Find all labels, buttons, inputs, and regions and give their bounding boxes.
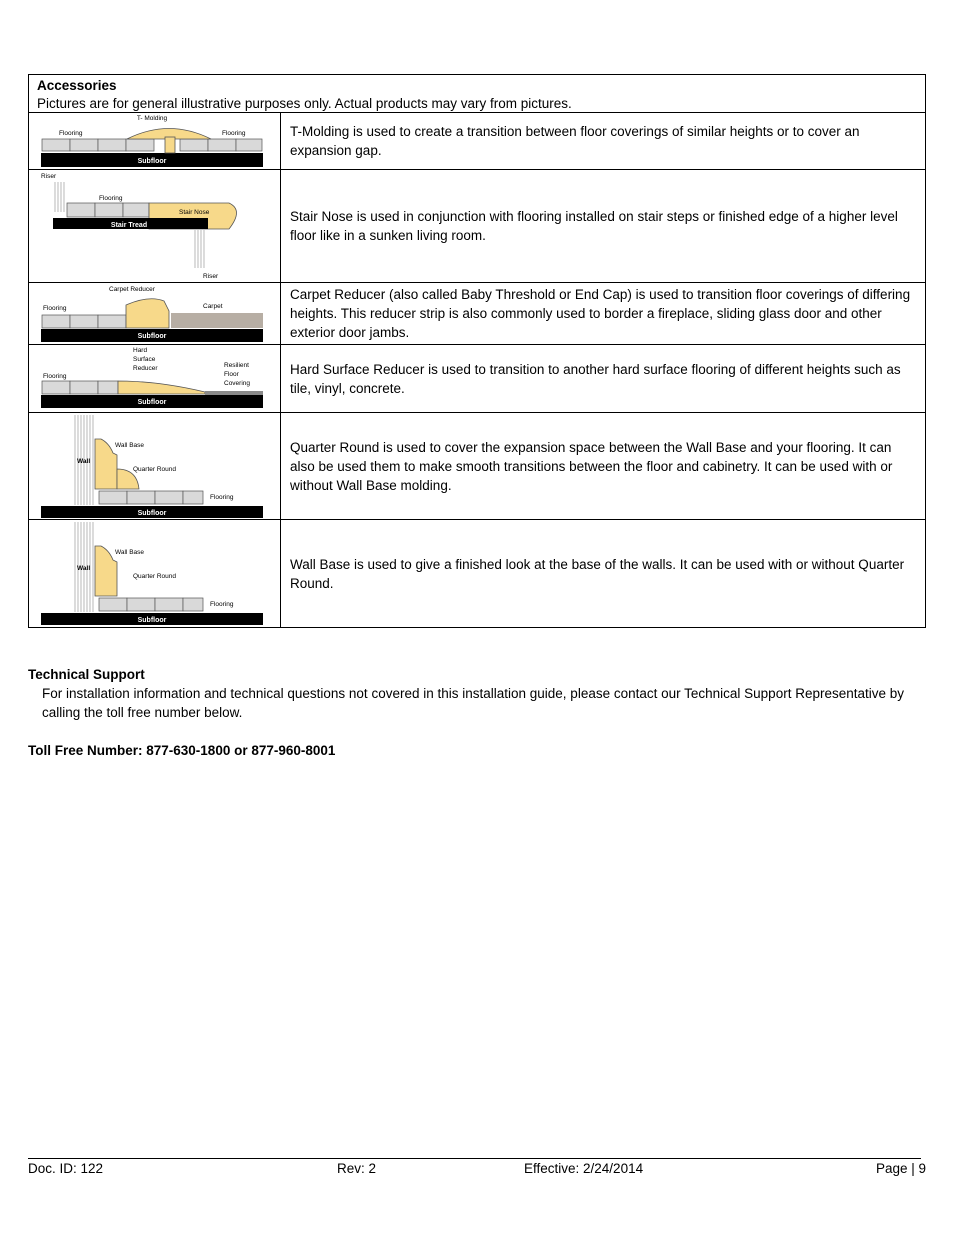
- wall-base-illustration: [29, 520, 281, 627]
- accessory-row-carpet-reducer: [29, 283, 925, 345]
- technical-support-body: For installation information and technical questions not covered in this installation guide, please contact our Technical Support Representative by calling the toll free number below.: [42, 686, 905, 720]
- stair-nose-riser-bottom-label: Riser: [203, 273, 219, 280]
- wb-quarter-round-label: Quarter Round: [133, 573, 176, 580]
- stair-tread-label: Stair Tread: [110, 222, 148, 229]
- hsr-top-label-2: Surface: [133, 356, 156, 363]
- carpet-reducer-right-label: Carpet: [203, 303, 223, 310]
- accessories-header: [29, 75, 925, 113]
- qr-wall-label: Wall: [77, 458, 91, 465]
- footer-rev: Rev: 2: [337, 1161, 377, 1176]
- hard-surface-reducer-illustration: [29, 345, 281, 412]
- hsr-right-label-3: Covering: [224, 380, 251, 387]
- wb-wall-label: Wall: [77, 565, 91, 572]
- t-molding-right-label: Flooring: [222, 130, 246, 137]
- stair-nose-flooring-label: Flooring: [99, 195, 123, 202]
- technical-support-section: [28, 665, 926, 722]
- carpet-reducer-top-label: Carpet Reducer: [109, 286, 155, 293]
- t-molding-illustration: [29, 113, 281, 169]
- hsr-right-label-1: Resilient: [224, 362, 249, 369]
- hsr-left-label: Flooring: [43, 373, 67, 380]
- accessories-table: [28, 74, 926, 628]
- quarter-round-illustration: [29, 413, 281, 519]
- accessory-row-wall-base: [29, 520, 925, 627]
- toll-free-number: Toll Free Number: 877-630-1800 or 877-960-8001: [28, 743, 336, 758]
- footer-effective: Effective: 2/24/2014: [524, 1161, 644, 1176]
- hsr-top-label-1: Hard: [133, 347, 148, 354]
- t-molding-subfloor-label: Subfloor: [137, 158, 167, 165]
- footer-divider: [28, 1158, 921, 1159]
- qr-flooring-label: Flooring: [210, 494, 234, 501]
- t-molding-left-label: Flooring: [59, 130, 83, 137]
- stair-nose-riser-top-label: Riser: [41, 173, 57, 180]
- accessories-title: Accessories: [37, 78, 117, 93]
- footer-doc-id: Doc. ID: 122: [28, 1161, 104, 1176]
- stair-nose-nose-label: Stair Nose: [179, 209, 210, 216]
- stair-nose-illustration: [29, 170, 281, 282]
- accessory-row-hard-surface-reducer: [29, 345, 925, 413]
- hsr-right-label-2: Floor: [224, 371, 239, 378]
- carpet-reducer-illustration: [29, 283, 281, 344]
- accessories-note: Pictures are for general illustrative purposes only. Actual products may vary from pictures.: [37, 96, 572, 111]
- carpet-reducer-subfloor-label: Subfloor: [137, 333, 167, 340]
- qr-subfloor-label: Subfloor: [137, 510, 167, 517]
- wb-wallbase-label: Wall Base: [115, 549, 145, 556]
- qr-wallbase-label: Wall Base: [115, 442, 145, 449]
- stair-nose-description: Stair Nose is used in conjunction with flooring installed on stair steps or finished edge of a higher level floor like in a sunken living room.: [290, 209, 898, 243]
- quarter-round-description: Quarter Round is used to cover the expansion space between the Wall Base and your flooring. It can also be used them to make smooth transitions between the floor and cabinetry. It can be used with or without Wall Base molding.: [290, 439, 893, 493]
- accessory-row-stair-nose: [29, 170, 925, 283]
- footer-page: Page | 9: [875, 1161, 926, 1176]
- accessory-row-t-molding: [29, 113, 925, 170]
- t-molding-top-label: T- Molding: [136, 115, 168, 122]
- t-molding-description: T-Molding is used to create a transition between floor coverings of similar heights or to cover an expansion gap.: [290, 124, 860, 158]
- accessory-row-quarter-round: [29, 413, 925, 520]
- wb-flooring-label: Flooring: [210, 601, 234, 608]
- hsr-top-label-3: Reducer: [133, 365, 158, 372]
- hsr-subfloor-label: Subfloor: [137, 399, 167, 406]
- qr-quarter-round-label: Quarter Round: [133, 466, 176, 473]
- hard-surface-reducer-description: Hard Surface Reducer is used to transition to another hard surface flooring of different heights such as tile, vinyl, concrete.: [290, 361, 901, 396]
- wb-subfloor-label: Subfloor: [137, 617, 167, 624]
- carpet-reducer-left-label: Flooring: [43, 305, 67, 312]
- wall-base-description: Wall Base is used to give a finished look at the base of the walls. It can be used with or without Quarter Round.: [290, 556, 905, 591]
- carpet-reducer-description: Carpet Reducer (also called Baby Threshold or End Cap) is used to transition floor coverings of differing heights. This reducer strip is also commonly used to border a fireplace, sliding glass door and other exterior door jambs.: [290, 287, 911, 340]
- technical-support-title: Technical Support: [28, 667, 145, 682]
